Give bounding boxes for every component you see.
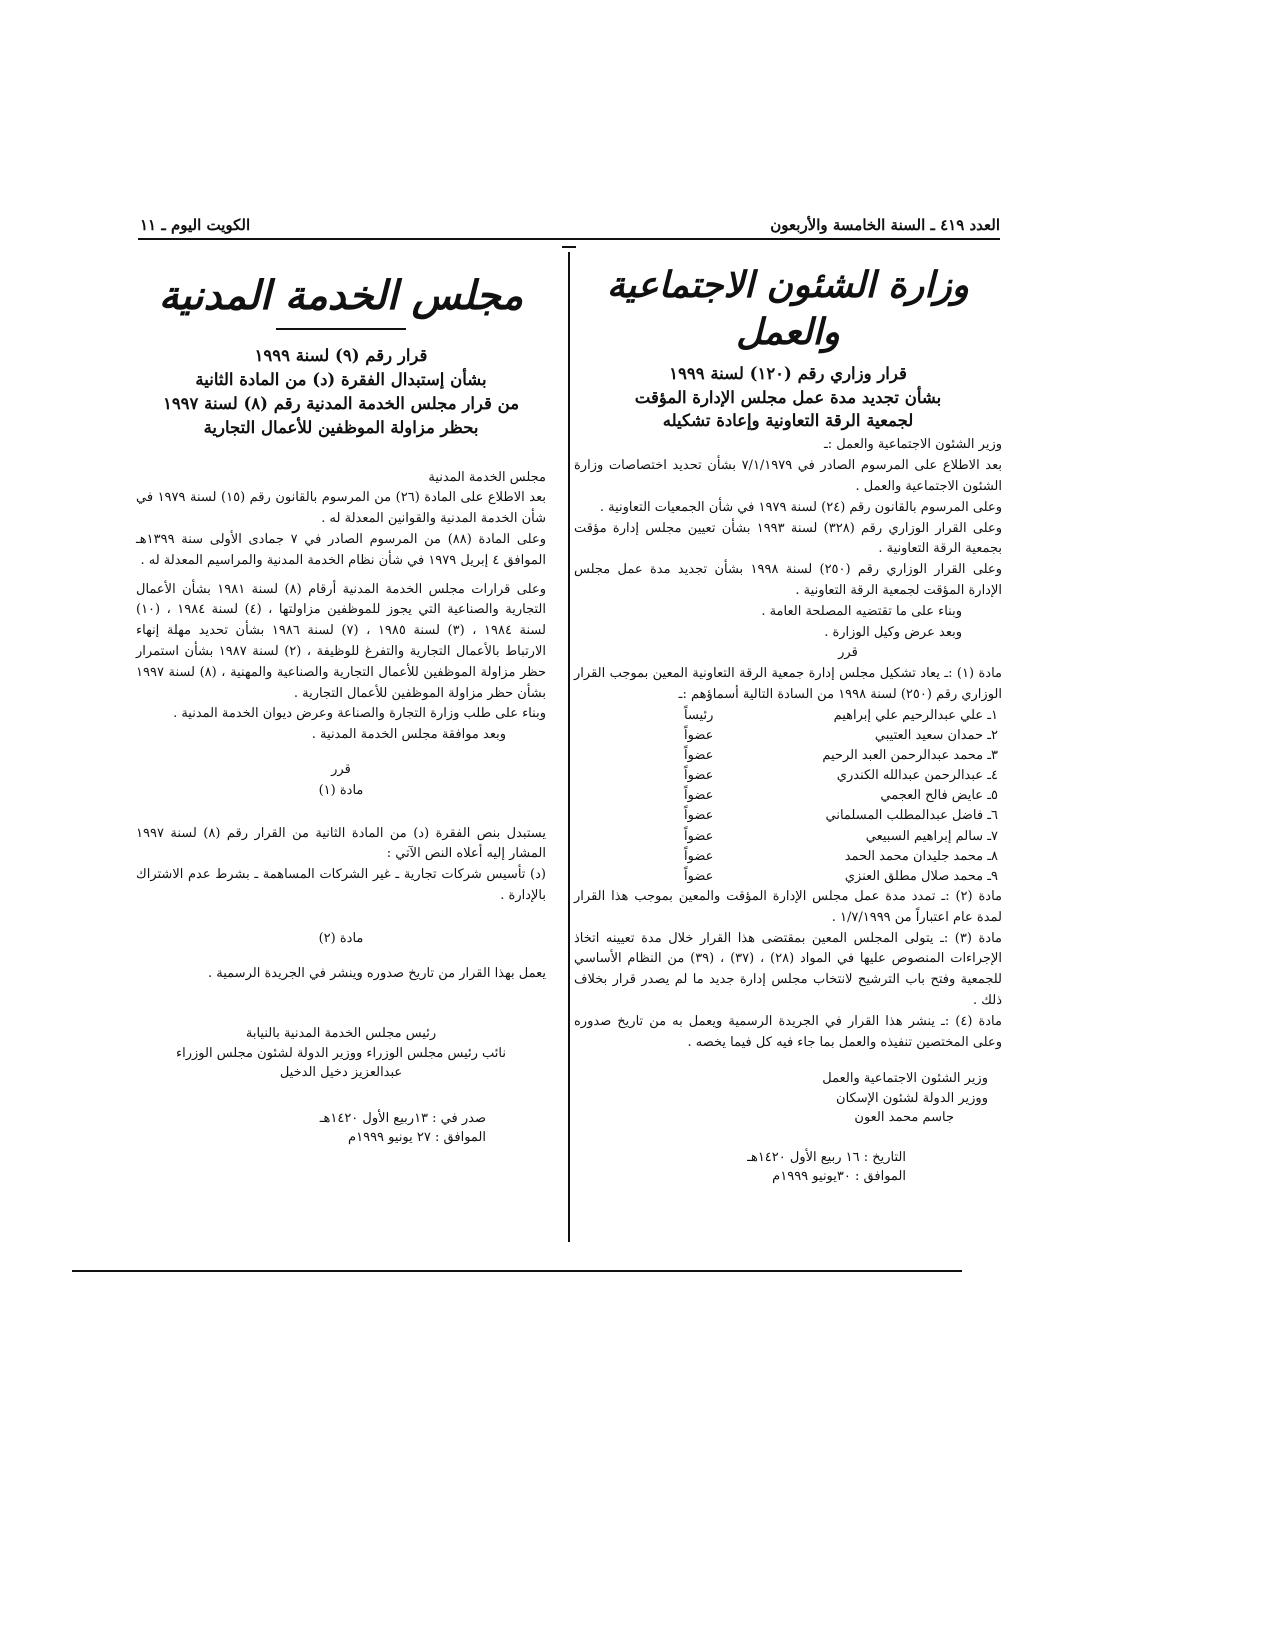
civil-service-decision-title: قرار رقم (٩) لسنة ١٩٩٩ بشأن إستبدال الفقرة (د) من المادة الثانية من قرار مجلس الخدمة المدنية رقم (٨) لسنة ١٩٩٧ بحظر مزاولة الموظفين للأعمال التجارية: [162, 346, 520, 437]
list-item: ١ـ علي عبدالرحيم علي إبراهيم رئيساً: [684, 707, 998, 723]
ministry-date: التاريخ : ١٦ ربيع الأول ١٤٢٠هـ الموافق : ٣٠يونيو ١٩٩٩م: [747, 1149, 906, 1185]
issue-header: العدد ٤١٩ ـ السنة الخامسة والأربعون: [770, 216, 1000, 234]
masthead-rule: [276, 328, 406, 330]
ministry-article-3: مادة (٣) :ـ يتولى المجلس المعين بمقتضى هذا القرار خلال مدة تعيينه اتخاذ الإجراءات المنصوص عليها في المواد (٢٨) ، (٣٧) ، (٣٩) من النظام الأساسي للجمعية وفتح باب الترشيح لانتخاب مجلس إدارة جديد ما لم يصدر قرار بخلاف ذلك .: [574, 930, 1003, 1008]
civil-service-masthead: مجلس الخدمة المدنية: [158, 272, 524, 319]
header-rule: [138, 238, 1000, 240]
ministry-masthead: وزارة الشئون الاجتماعية والعمل: [606, 264, 970, 353]
civil-service-signature: رئيس مجلس الخدمة المدنية بالنيابة نائب رئيس مجلس الوزراء ووزير الدولة لشئون مجلس الوزراء عبدالعزيز دخيل الدخيل: [176, 1026, 506, 1081]
list-item: ٦ـ فاضل عبدالمطلب المسلماني عضواً: [684, 808, 998, 824]
column-cross-mark: [562, 246, 576, 248]
civil-service-issuer: مجلس الخدمة المدنية: [428, 469, 546, 485]
civil-service-decision-column: [136, 270, 546, 1148]
civil-service-preamble: بعد الاطلاع على المادة (٢٦) من المرسوم بالقانون رقم (١٥) لسنة ١٩٧٩ في شأن الخدمة المدنية والقوانين المعدلة له . وعلى المادة (٨٨) من المرسوم الصادر في ٧ جمادى الأولى سنة ١٣٩٩هـ الموافق ٤ إبريل ١٩٧٩ في شأن نظام الخدمة المدنية والمراسيم المعدلة له . وعلى قرارات مجلس الخدمة المدنية أرقام (٨) لسنة ١٩٨١ بشأن الأعمال التجارية والصناعية التي يجوز للموظفين مزاولتها ، (٤) لسنة ١٩٨٤ ، (١٠) لسنة ١٩٨٤ ، (٣) لسنة ١٩٨٥ ، (٧) لسنة ١٩٨٦ بشأن تحديد مهلة إنهاء الارتباط بالأعمال التجارية والتفرغ للوظيفة ، (٢) لسنة ١٩٨٧ بشأن استمرار حظر مزاولة الموظفين للأعمال التجارية والصناعية والمهنية ، (٨) لسنة ١٩٩٧ بشأن حظر مزاولة الموظفين للأعمال التجارية . وبناء على طلب وزارة التجارة والصناعة وعرض ديوان الخدمة المدنية . وبعد موافقة مجلس الخدمة المدنية .: [136, 490, 547, 743]
page-number-header: الكويت اليوم ـ ١١: [140, 216, 251, 234]
civil-service-decided-heading: قرر: [331, 762, 351, 778]
ministry-preamble: وزير الشئون الاجتماعية والعمل :ـ بعد الاطلاع على المرسوم الصادر في ٧/١/١٩٧٩ بشأن تحديد اختصاصات وزارة الشئون الاجتماعية والعمل . وعلى المرسوم بالقانون رقم (٢٤) لسنة ١٩٧٩ في شأن الجمعيات التعاونية . وعلى القرار الوزاري رقم (٣٢٨) لسنة ١٩٩٣ بشأن تعيين مجلس إدارة مؤقت بجمعية الرقة التعاونية . وعلى القرار الوزاري رقم (٢٥٠) لسنة ١٩٩٨ بشأن تجديد مدة عمل مجلس الإدارة المؤقت لجمعية الرقة التعاونية . وبناء على ما تقتضيه المصلحة العامة . وبعد عرض وكيل الوزارة .: [574, 437, 1003, 640]
ministry-decision-title: قرار وزاري رقم (١٢٠) لسنة ١٩٩٩ بشأن تجديد مدة عمل مجلس الإدارة المؤقت لجمعية الرقة التعاونية وإعادة تشكيله: [634, 363, 942, 431]
civil-service-article-1-clause: (د) تأسيس شركات تجارية ـ غير الشركات المساهمة ـ بشرط عدم الاشتراك بالإدارة .: [136, 867, 546, 904]
civil-service-date: صدر في : ١٣ربيع الأول ١٤٢٠هـ الموافق : ٢٧ يونيو ١٩٩٩م: [319, 1110, 486, 1146]
civil-service-article-2: يعمل بهذا القرار من تاريخ صدوره وينشر في الجريدة الرسمية .: [208, 965, 546, 981]
ministry-article-4: مادة (٤) :ـ ينشر هذا القرار في الجريدة الرسمية ويعمل به من تاريخ صدوره وعلى المختصين تنفيذه والعمل بما جاء فيه كل فيما يخصه .: [574, 1013, 1002, 1050]
ministry-article-1: مادة (١) :ـ يعاد تشكيل مجلس إدارة جمعية الرقة التعاونية المعين بموجب القرار الوزاري رقم (٢٥٠) لسنة ١٩٩٨ من السادة التالية أسماؤهم :ـ: [574, 666, 1002, 702]
ministry-decided-heading: قرر: [838, 645, 858, 661]
list-item: ٥ـ عايض فالح العجمي عضواً: [684, 788, 998, 804]
list-item: ٨ـ محمد جليدان محمد الحمد عضواً: [684, 848, 998, 864]
list-item: ٢ـ حمدان سعيد العتيبي عضواً: [684, 727, 998, 743]
column-divider: [568, 252, 570, 1242]
list-item: ٣ـ محمد عبدالرحمن العبد الرحيم عضواً: [684, 748, 998, 763]
civil-service-article-1: يستبدل بنص الفقرة (د) من المادة الثانية من القرار رقم (٨) لسنة ١٩٩٧ المشار إليه أعلاه النص الآتي :: [136, 825, 546, 862]
civil-service-article-2-heading: مادة (٢): [318, 930, 364, 946]
list-item: ٤ـ عبدالرحمن عبدالله الكندري عضواً: [684, 768, 998, 784]
list-item: ٩ـ محمد صلال مطلق العنزي عضواً: [684, 868, 998, 884]
footer-rule: [72, 1270, 962, 1272]
ministry-decision-column: [574, 262, 1002, 1187]
ministry-signature: وزير الشئون الاجتماعية والعمل ووزير الدولة لشئون الإسكان جاسم محمد العون: [822, 1071, 988, 1126]
board-members-list: [574, 706, 1002, 887]
list-item: ٧ـ سالم إبراهيم السبيعي عضواً: [684, 828, 998, 844]
ministry-article-2: مادة (٢) :ـ تمدد مدة عمل مجلس الإدارة المؤقت والمعين بموجب هذا القرار لمدة عام اعتباراً من ١/٧/١٩٩٩ .: [574, 888, 1002, 925]
civil-service-article-1-heading: مادة (١): [318, 782, 364, 798]
